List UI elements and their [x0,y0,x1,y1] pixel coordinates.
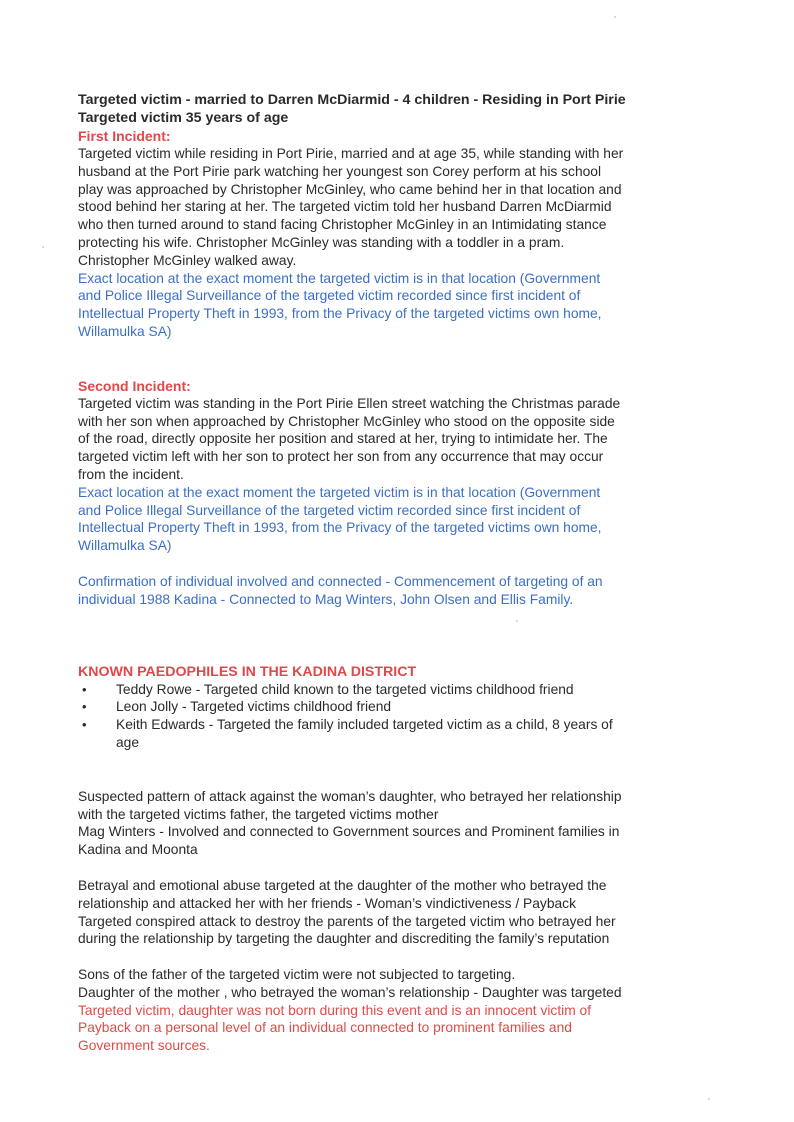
text-line: Payback on a personal level of an individual connected to prominent families and [78,1020,572,1036]
text-line: Willamulka SA) [78,323,172,339]
header-line-2: Targeted victim 35 years of age [78,110,289,126]
text-line: who then turned around to stand facing Christopher McGinley in an Intimidating stance [78,217,607,233]
text-line: Sons of the father of the targeted victim were not subjected to targeting. [78,967,516,983]
text-line: Exact location at the exact moment the targeted victim is in that location (Government [78,270,601,286]
text-line: during the relationship by targeting the daughter and discrediting the family’s reputation [78,931,610,947]
text-line: protecting his wife. Christopher McGinley was standing with a toddler in a pram. [78,234,565,250]
innocent-victim-note [78,1002,718,1055]
scan-speck [516,620,518,622]
text-line: with her son when approached by Christopher McGinley who stood on the opposite side [78,413,615,429]
betrayal-paragraph [78,877,718,948]
text-line: age [116,734,140,750]
scan-speck [708,1098,710,1100]
known-list [78,681,718,752]
text-line: Confirmation of individual involved and connected - Commencement of targeting of an [78,573,603,589]
text-line: Targeted conspired attack to destroy the parents of the targeted victim who betrayed her [78,913,616,929]
text-line: individual 1988 Kadina - Connected to Mag Winters, John Olsen and Ellis Family. [78,591,574,607]
list-item [78,716,718,752]
known-paedophiles-heading: KNOWN PAEDOPHILES IN THE KADINA DISTRICT [78,663,417,680]
text-line: Targeted victim while residing in Port Pirie, married and at age 35, while standing with her [78,146,624,161]
bullet-icon: • [82,717,87,733]
document-body [78,91,718,1055]
text-line: Exact location at the exact moment the targeted victim is in that location (Government [78,484,601,500]
text-line: stood behind her staring at her. The targeted victim told her husband Darren McDiarmid [78,199,612,215]
header-line-1: Targeted victim - married to Darren McDiarmid - 4 children - Residing in Port Pirie [78,92,626,108]
text-line: Christopher McGinley walked away. [78,252,297,268]
text-line: Government sources. [78,1038,210,1054]
text-line: of the road, directly opposite her position and stared at her, trying to intimidate her. The [78,431,608,447]
text-line: relationship and attacked her with her friends - Woman’s vindictiveness / Payback [78,895,576,911]
confirmation-note [78,573,718,609]
bullet-icon: • [82,699,87,715]
second-incident-heading: Second Incident: [78,377,191,394]
text-line: Kadina and Moonta [78,842,198,858]
text-line: and Police Illegal Surveillance of the targeted victim recorded since first incident of [78,502,581,518]
text-line: Daughter of the mother , who betrayed the woman’s relationship - Daughter was targeted [78,984,622,1000]
text-line: Intellectual Property Theft in 1993, from the Privacy of the targeted victims own home, [78,306,602,322]
text-line: Intellectual Property Theft in 1993, from the Privacy of the targeted victims own home, [78,520,602,536]
text-line: Willamulka SA) [78,538,172,554]
scan-speck [614,16,616,18]
list-item [78,681,718,699]
pattern-paragraph [78,788,718,859]
text-line: Betrayal and emotional abuse targeted at the daughter of the mother who betrayed the [78,877,607,893]
text-line: with the targeted victims father, the targeted victims mother [78,806,439,822]
text-line: from the incident. [78,466,184,482]
text-line: Targeted victim was standing in the Port Pirie Ellen street watching the Christmas parade [78,395,621,411]
text-line: Suspected pattern of attack against the woman’s daughter, who betrayed her relationship [78,788,622,804]
first-incident-body [78,145,718,270]
text-line: targeted victim left with her son to protect her son from any occurrence that may occur [78,449,604,465]
text-line: Mag Winters - Involved and connected to Government sources and Prominent families in [78,824,620,840]
first-incident-heading: First Incident: [78,128,171,144]
list-item [78,698,718,716]
second-incident-body [78,395,718,484]
first-incident-note [78,270,718,341]
text-line: Keith Edwards - Targeted the family included targeted victim as a child, 8 years of [116,717,613,733]
scan-speck [42,246,44,248]
text-line: Targeted victim, daughter was not born during this event and is an innocent victim of [78,1002,592,1018]
second-incident-note [78,484,718,555]
text-line: and Police Illegal Surveillance of the targeted victim recorded since first incident of [78,288,581,304]
bullet-icon: • [82,681,87,697]
text-line: play was approached by Christopher McGinley, who came behind her in that location and [78,181,622,197]
sons-paragraph [78,966,718,1002]
text-line: Leon Jolly - Targeted victims childhood friend [116,699,392,715]
text-line: husband at the Port Pirie park watching her youngest son Corey perform at his school [78,163,602,179]
text-line: Teddy Rowe - Targeted child known to the targeted victims childhood friend [116,681,574,697]
